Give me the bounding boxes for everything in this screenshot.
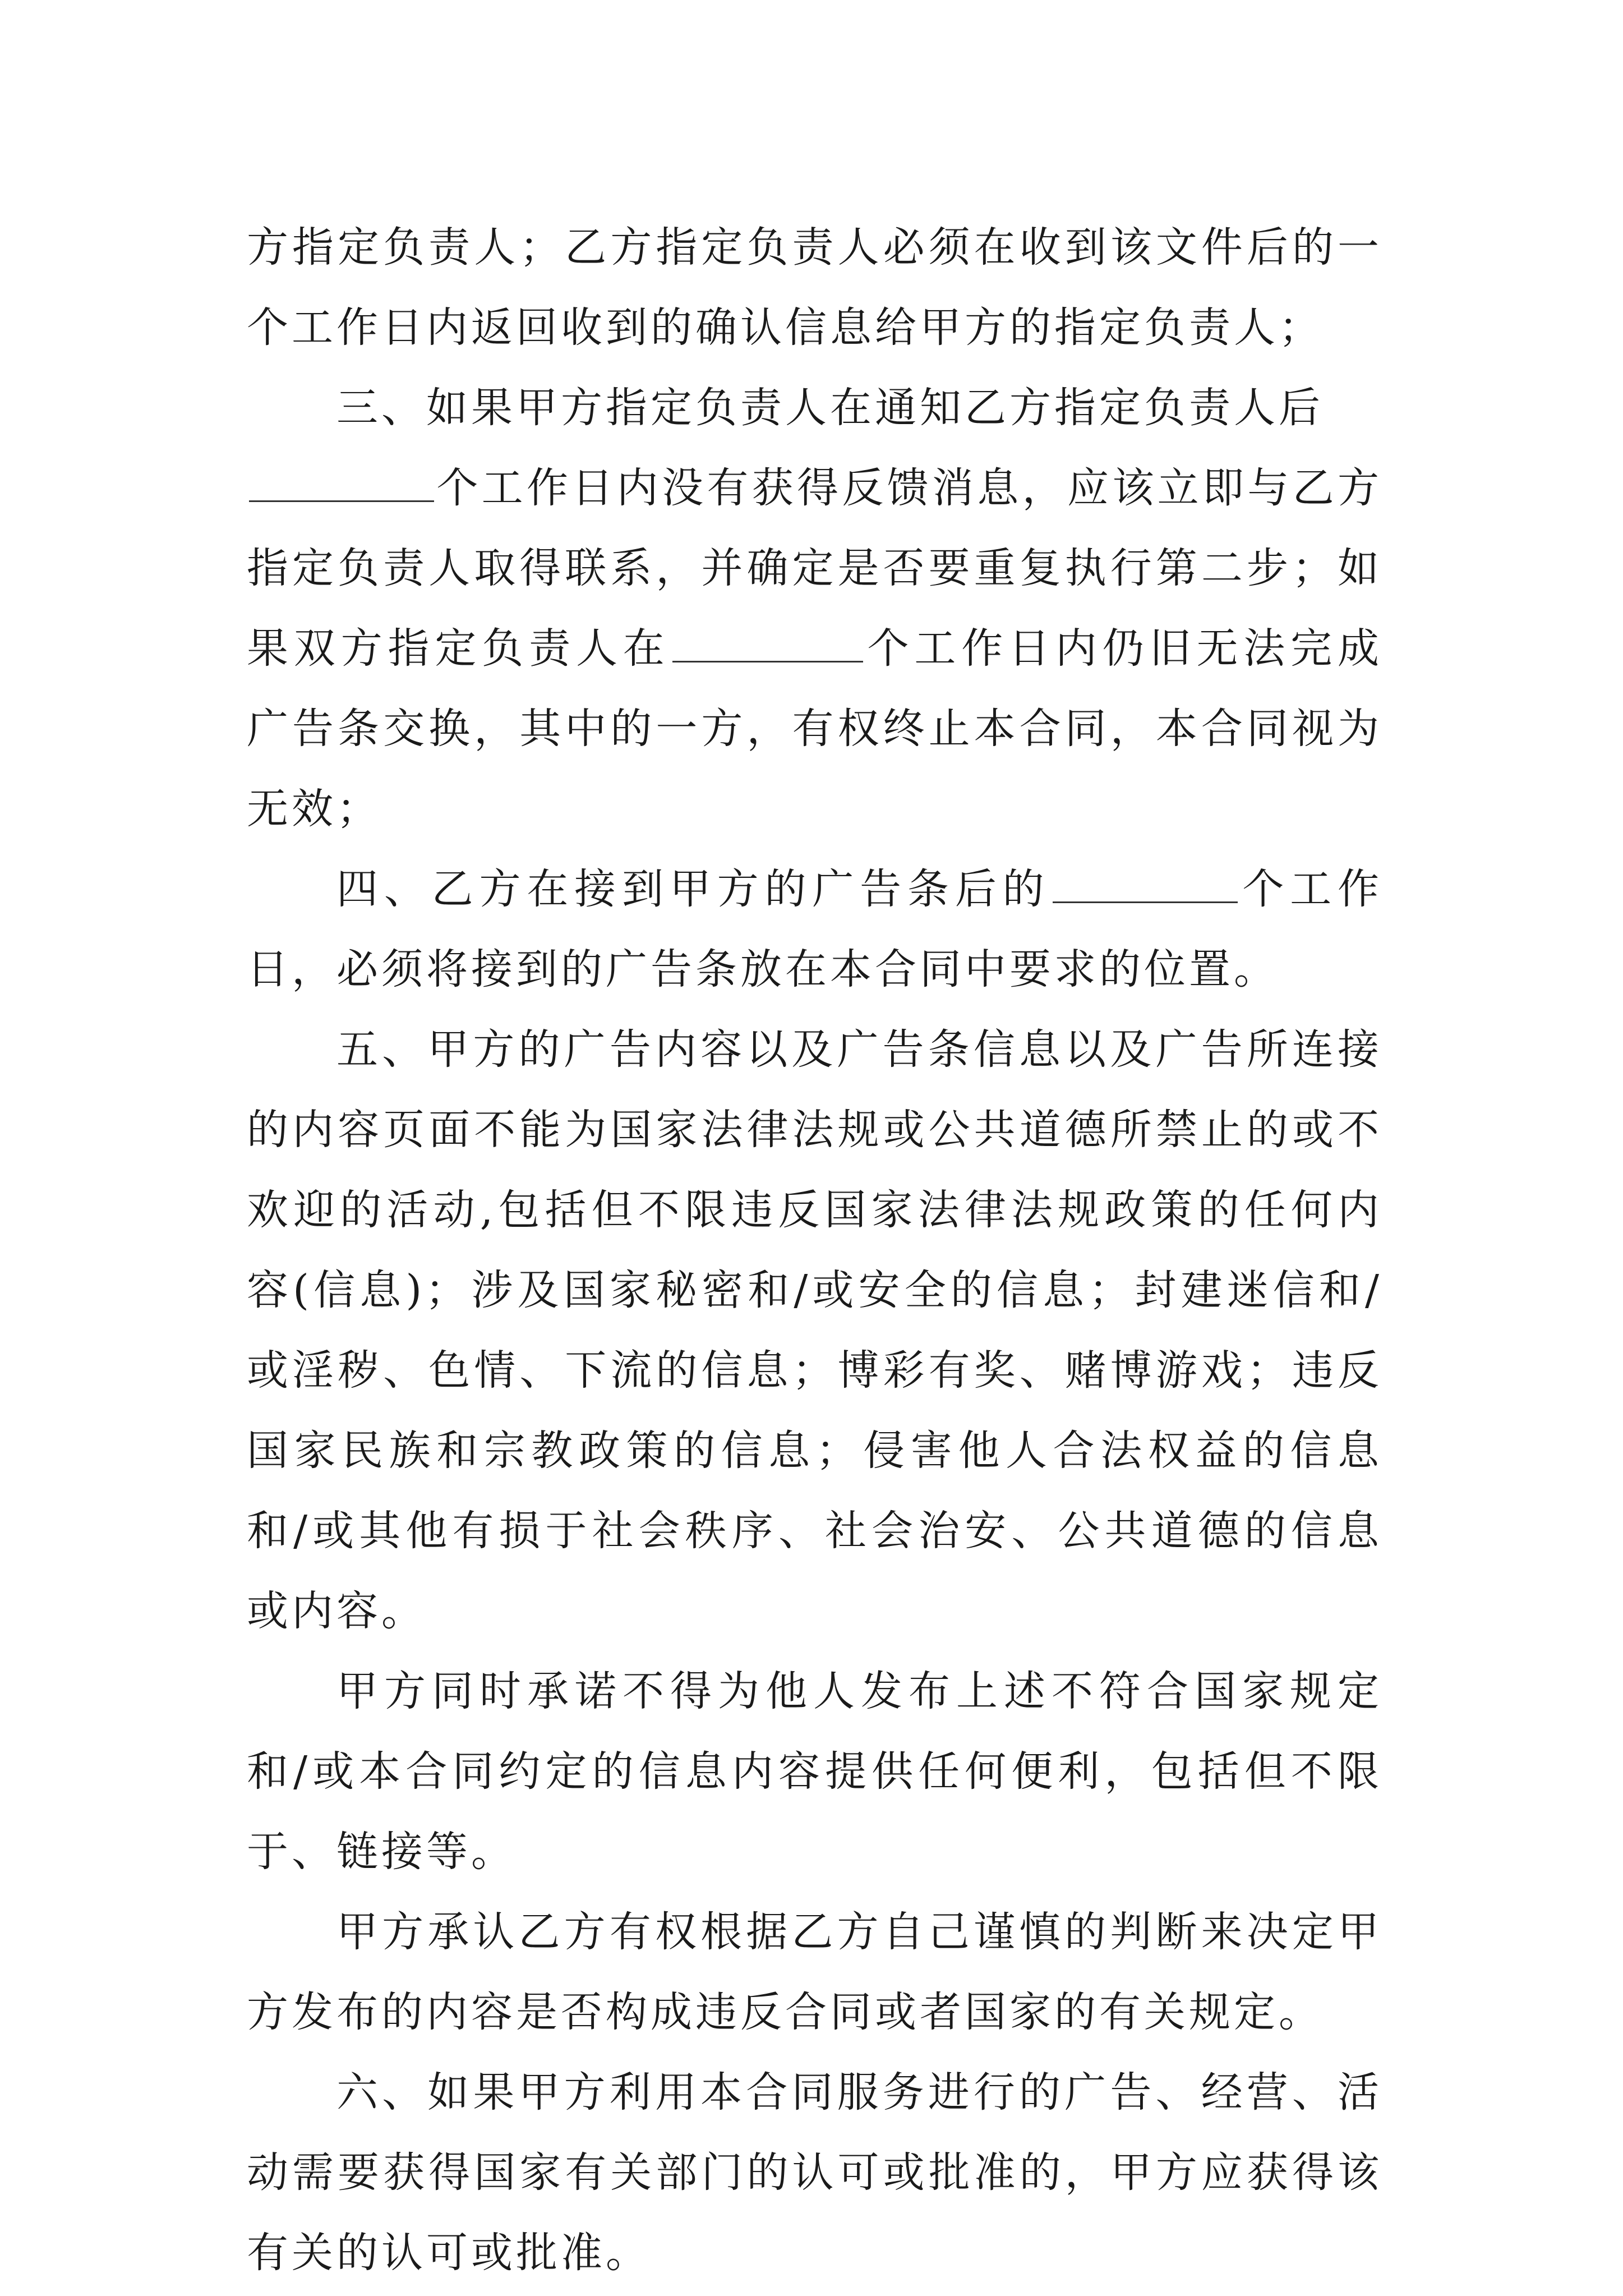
paragraph-continuation bbox=[247, 208, 1382, 368]
fill-in-blank[interactable] bbox=[672, 660, 863, 662]
paragraph-clause-4 bbox=[247, 849, 1382, 1010]
paragraph-text: 六、如果甲方利用本合同服务进行的广告、经营、活动需要获得国家有关部门的认可或批准的，甲方应获得该有关的认可或批准。 bbox=[247, 2068, 1382, 2277]
fill-in-blank[interactable] bbox=[249, 500, 434, 502]
paragraph-text: 甲方同时承诺不得为他人发布上述不符合国家规定和/或本合同约定的信息内容提供任何便利，包括但不限于、链接等。 bbox=[247, 1667, 1382, 1876]
paragraph-text: 个工作日内仍旧无法完成广告条交换，其中的一方，有权终止本合同，本合同视为无效； bbox=[247, 624, 1383, 833]
paragraph-text: 三、如果甲方指定负责人在通知乙方指定负责人后 bbox=[336, 384, 1324, 432]
document-body bbox=[247, 208, 1382, 2293]
paragraph-text: 方指定负责人；乙方指定负责人必须在收到该文件后的一个工作日内返回收到的确认信息给甲方的指定负责人； bbox=[247, 223, 1382, 352]
paragraph-clause-5-acknowledgement bbox=[247, 1892, 1382, 2053]
paragraph-text: 五、甲方的广告内容以及广告条信息以及广告所连接的内容页面不能为国家法律法规或公共道德所禁止的或不欢迎的活动,包括但不限违反国家法律法规政策的任何内容(信息)；涉及国家秘密和/或安全的信息；封建迷信和/或淫秽、色情、下流的信息；博彩有奖、赌博游戏；违反国家民族和宗教政策的信息；侵害他人合法权益的信息和/或其他有损于社会秩序、社会治安、公共道德的信息或内容。 bbox=[247, 1025, 1382, 1635]
paragraph-clause-3 bbox=[247, 368, 1382, 849]
paragraph-text: 个工作日，必须将接到的广告条放在本合同中要求的位置。 bbox=[247, 865, 1382, 993]
paragraph-text: 甲方承认乙方有权根据乙方自己谨慎的判断来决定甲方发布的内容是否构成违反合同或者国家的有关规定。 bbox=[247, 1908, 1382, 2036]
paragraph-text: 四、乙方在接到甲方的广告条后的 bbox=[336, 865, 1050, 913]
paragraph-clause-5 bbox=[247, 1010, 1382, 1651]
paragraph-text: 个工作日内没有获得反馈消息，应该立即与乙方指定负责人取得联系，并确定是否要重复执行第二步；如果双方指定负责人在 bbox=[247, 464, 1382, 673]
paragraph-clause-5-commitment bbox=[247, 1651, 1382, 1892]
paragraph-clause-6 bbox=[247, 2053, 1382, 2293]
fill-in-blank[interactable] bbox=[1053, 901, 1238, 903]
